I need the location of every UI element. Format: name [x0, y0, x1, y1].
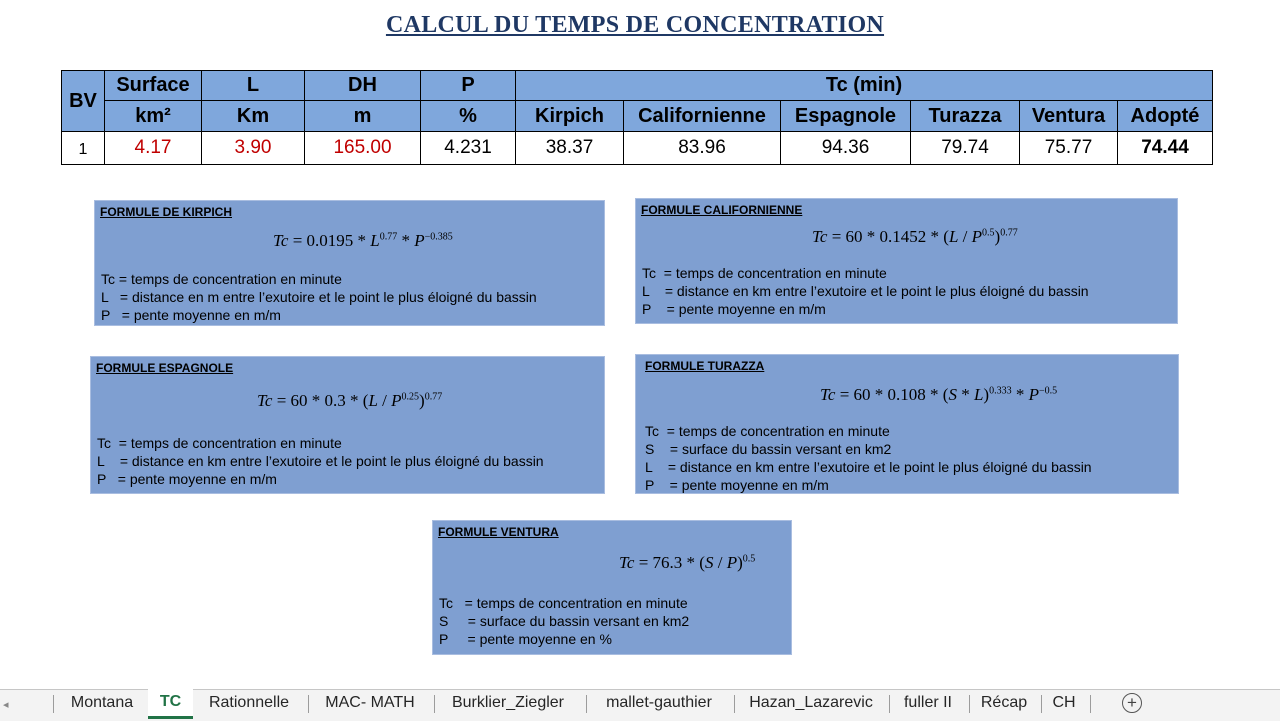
espagnole-formula: $Tc = 60 * 0.3 * (L / P^{0.25})^{0.77}$	[257, 391, 443, 410]
header-adopte[interactable]: Adopté	[1118, 101, 1213, 132]
californienne-formula: $Tc = 60 * 0.1452 * (L / P^{0.5})^{0.77}$	[812, 227, 1018, 246]
add-sheet-plus-icon[interactable]: +	[1122, 693, 1142, 713]
ventura-definitions	[439, 594, 689, 648]
definition-line: Tc = temps de concentration en minute	[101, 271, 342, 287]
tab-scroll-left-icon[interactable]: ◂	[3, 699, 9, 711]
cell-turazza[interactable]: 79.74	[911, 132, 1020, 165]
ventura-formula-box[interactable]	[432, 520, 792, 655]
definition-line: Tc = temps de concentration en minute	[645, 423, 890, 439]
cell-bv[interactable]: 1	[62, 132, 105, 165]
definition-line: Tc = temps de concentration en minute	[97, 435, 342, 451]
header-turazza[interactable]: Turazza	[911, 101, 1020, 132]
kirpich-definitions	[101, 270, 537, 324]
definition-line: Tc = temps de concentration en minute	[439, 595, 688, 611]
header-bv[interactable]: BV	[62, 71, 105, 132]
californienne-box-title: FORMULE CALIFORNIENNE	[641, 203, 803, 217]
tab-separator	[433, 695, 435, 713]
definition-line: S = surface du bassin versant en km2	[439, 613, 690, 629]
cell-p[interactable]: 4.231	[421, 132, 516, 165]
tab-rationnelle[interactable]: Rationnelle	[208, 694, 290, 711]
header-tc[interactable]: Tc (min)	[516, 71, 1213, 101]
header-p[interactable]: P	[421, 71, 516, 101]
definition-line: P = pente moyenne en m/m	[101, 307, 281, 323]
header-californienne[interactable]: Californienne	[624, 101, 781, 132]
tab-separator	[733, 695, 735, 713]
espagnole-definitions	[97, 434, 544, 488]
tab-mallet-gauthier[interactable]: mallet-gauthier	[606, 694, 712, 711]
definition-line: P = pente moyenne en m/m	[642, 301, 826, 317]
tab-fuller-ii[interactable]: fuller II	[903, 694, 952, 711]
definition-line: P = pente moyenne en m/m	[97, 471, 277, 487]
espagnole-formula-box[interactable]	[90, 356, 605, 494]
header-dh[interactable]: DH	[305, 71, 421, 101]
definition-line: P = pente moyenne en m/m	[645, 477, 829, 493]
californienne-definitions	[642, 264, 1089, 318]
definition-line: L = distance en km entre l’exutoire et le point le plus éloigné du bassin	[642, 283, 1089, 299]
tab-hazan-lazarevic[interactable]: Hazan_Lazarevic	[749, 694, 873, 711]
cell-californienne[interactable]: 83.96	[624, 132, 781, 165]
californienne-formula-box[interactable]	[635, 198, 1178, 324]
definition-line: Tc = temps de concentration en minute	[642, 265, 887, 281]
unit-surface[interactable]: km²	[105, 101, 202, 132]
ventura-formula: Tc = 76.3 * (S / P)$^{0.5}$	[619, 553, 756, 572]
tc-table	[61, 70, 1213, 165]
definition-line: L = distance en km entre l’exutoire et le point le plus éloigné du bassin	[97, 453, 544, 469]
espagnole-box-title: FORMULE ESPAGNOLE	[96, 361, 234, 375]
cell-espagnole[interactable]: 94.36	[781, 132, 911, 165]
cell-l[interactable]: 3.90	[202, 132, 305, 165]
cell-adopte[interactable]: 74.44	[1118, 132, 1213, 165]
tab-separator	[585, 695, 587, 713]
tab-separator	[1089, 695, 1091, 713]
definition-line: S = surface du bassin versant en km2	[645, 441, 892, 457]
tab-ch[interactable]: CH	[1052, 694, 1076, 711]
page-title: CALCUL DU TEMPS DE CONCENTRATION	[385, 12, 885, 38]
kirpich-formula: $Tc = 0.0195 * L^{0.77} * P^{-0.385}$	[273, 231, 453, 250]
header-espagnole[interactable]: Espagnole	[781, 101, 911, 132]
sheet-tab-bar	[0, 689, 1280, 721]
cell-kirpich[interactable]: 38.37	[516, 132, 624, 165]
header-surface[interactable]: Surface	[105, 71, 202, 101]
tab-tc[interactable]: TC	[148, 689, 193, 719]
definition-line: L = distance en km entre l’exutoire et le point le plus éloigné du bassin	[645, 459, 1092, 475]
definition-line: P = pente moyenne en %	[439, 631, 612, 647]
kirpich-box-title: FORMULE DE KIRPICH	[100, 205, 232, 219]
tab-separator	[307, 695, 309, 713]
header-kirpich[interactable]: Kirpich	[516, 101, 624, 132]
unit-dh[interactable]: m	[305, 101, 421, 132]
cell-surface[interactable]: 4.17	[105, 132, 202, 165]
unit-l[interactable]: Km	[202, 101, 305, 132]
tab-recap[interactable]: Récap	[980, 694, 1028, 711]
table-row	[62, 132, 1213, 165]
header-ventura[interactable]: Ventura	[1020, 101, 1118, 132]
ventura-box-title: FORMULE VENTURA	[438, 525, 559, 539]
definition-line: L = distance en m entre l’exutoire et le point le plus éloigné du bassin	[101, 289, 537, 305]
header-l[interactable]: L	[202, 71, 305, 101]
unit-p[interactable]: %	[421, 101, 516, 132]
kirpich-formula-box[interactable]	[94, 200, 605, 326]
tab-burklier-ziegler[interactable]: Burklier_Ziegler	[451, 694, 565, 711]
tab-montana[interactable]: Montana	[70, 694, 134, 711]
turazza-definitions	[645, 422, 1092, 494]
cell-ventura[interactable]: 75.77	[1020, 132, 1118, 165]
cell-dh[interactable]: 165.00	[305, 132, 421, 165]
turazza-box-title: FORMULE TURAZZA	[645, 359, 765, 373]
tab-separator	[52, 695, 54, 713]
tab-mac-math[interactable]: MAC- MATH	[325, 694, 415, 711]
turazza-formula: $Tc = 60 * 0.108 * (S * L)^{0.333} * P^{-0.5}$	[820, 385, 1058, 404]
turazza-formula-box[interactable]	[635, 354, 1179, 494]
